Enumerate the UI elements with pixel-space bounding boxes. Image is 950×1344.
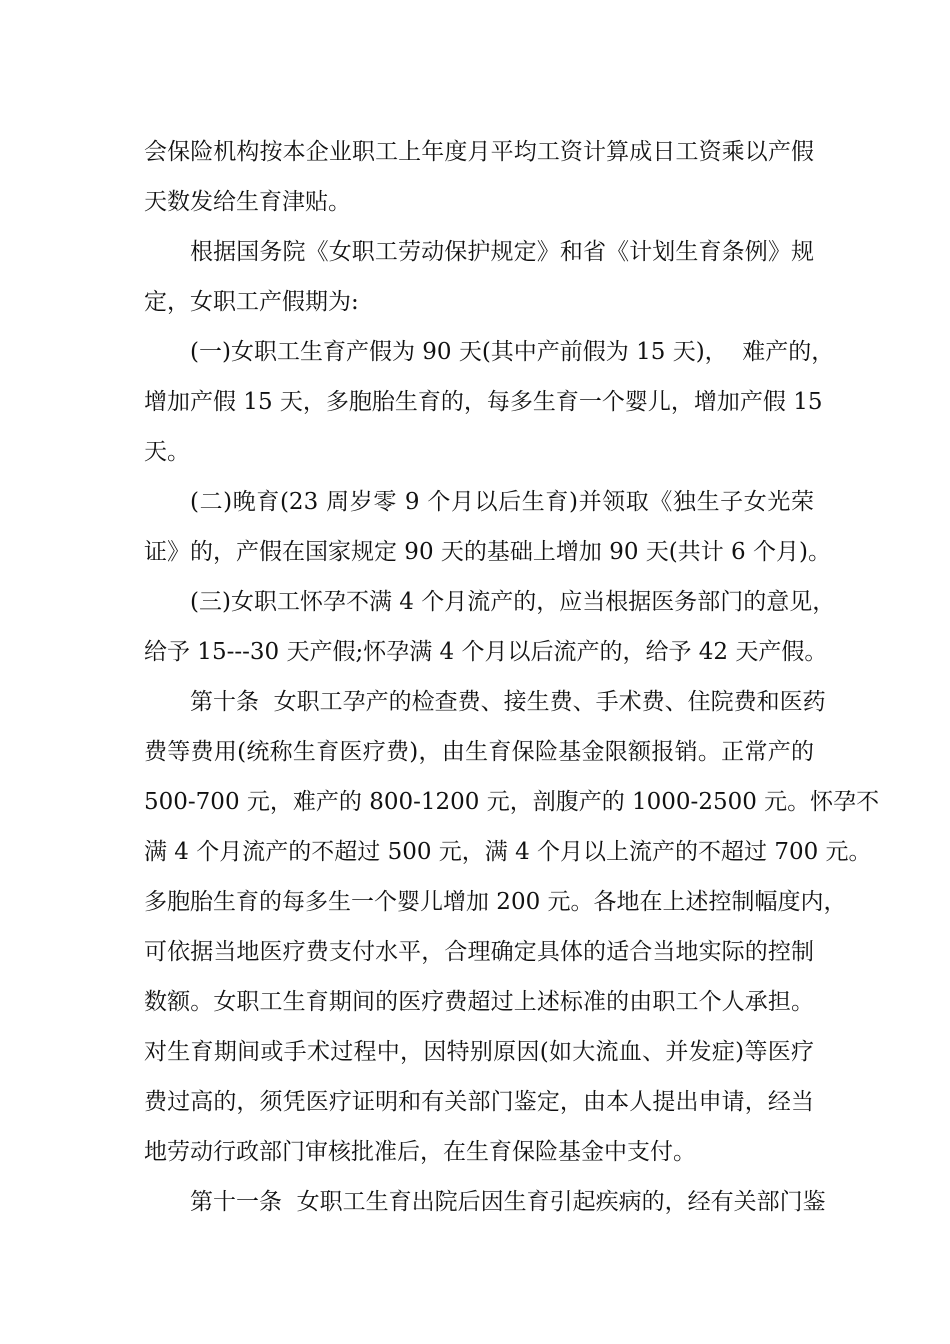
list-item-line: (三)女职工怀孕不满 4 个月流产的，应当根据医务部门的意见， xyxy=(190,589,836,615)
text-line: 增加产假 15 天，多胞胎生育的，每多生育一个婴儿，增加产假 15 xyxy=(144,389,823,415)
text-line: 费过高的，须凭医疗证明和有关部门鉴定，由本人提出申请，经当 xyxy=(144,1089,814,1115)
text-line: 给予 15---30 天产假;怀孕满 4 个月以后流产的，给予 42 天产假。 xyxy=(144,639,828,665)
list-item-line: (一)女职工生育产假为 90 天(其中产前假为 15 天)， 难产的， xyxy=(190,339,835,365)
list-item-line: (二)晚育(23 周岁零 9 个月以后生育)并领取《独生子女光荣 xyxy=(190,489,814,515)
text-line: 会保险机构按本企业职工上年度月平均工资计算成日工资乘以产假 xyxy=(144,139,814,165)
text-line: 证》的，产假在国家规定 90 天的基础上增加 90 天(共计 6 个月)。 xyxy=(144,539,831,565)
article-heading-line: 第十一条 女职工生育出院后因生育引起疾病的，经有关部门鉴 xyxy=(190,1189,826,1215)
paragraph-start-line: 根据国务院《女职工劳动保护规定》和省《计划生育条例》规 xyxy=(190,239,814,265)
text-line: 满 4 个月流产的不超过 500 元，满 4 个月以上流产的不超过 700 元。 xyxy=(144,839,872,865)
text-line: 数额。女职工生育期间的医疗费超过上述标准的由职工个人承担。 xyxy=(144,989,814,1015)
text-line: 500-700 元，难产的 800-1200 元，剖腹产的 1000-2500 元。怀孕不 xyxy=(144,789,880,815)
text-line: 定，女职工产假期为: xyxy=(144,289,359,315)
text-line: 天数发给生育津贴。 xyxy=(144,189,351,215)
text-line: 天。 xyxy=(144,439,190,465)
text-line: 可依据当地医疗费支付水平，合理确定具体的适合当地实际的控制 xyxy=(144,939,814,965)
text-line: 对生育期间或手术过程中，因特别原因(如大流血、并发症)等医疗 xyxy=(144,1039,814,1065)
text-line: 费等费用(统称生育医疗费)，由生育保险基金限额报销。正常产的 xyxy=(144,739,814,765)
article-heading-line: 第十条 女职工孕产的检查费、接生费、手术费、住院费和医药 xyxy=(190,689,826,715)
text-line: 多胞胎生育的每多生一个婴儿增加 200 元。各地在上述控制幅度内， xyxy=(144,889,847,915)
text-line: 地劳动行政部门审核批准后，在生育保险基金中支付。 xyxy=(144,1139,696,1165)
